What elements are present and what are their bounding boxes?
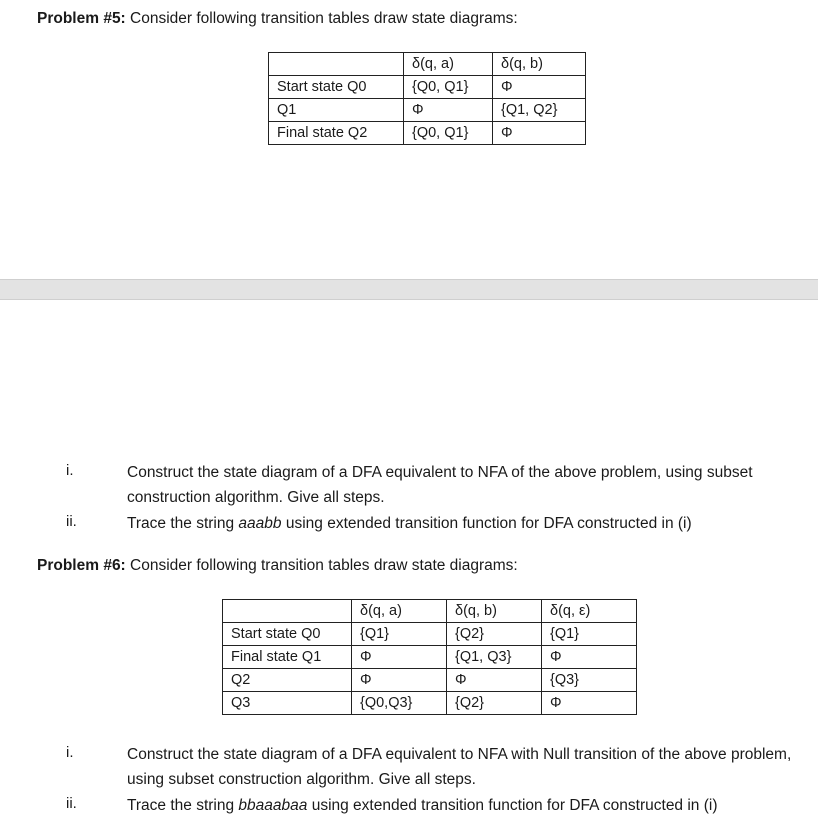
table-cell [223,600,352,623]
table-cell: {Q2} [447,692,542,715]
problem6-item-1-text: Construct the state diagram of a DFA equivalent to NFA with Null transition of the above problem, using subset construction algorithm. Give all steps. [127,746,792,788]
problem5-label: Problem #5: [37,10,126,27]
table-row [269,122,586,145]
table-cell: {Q2} [447,623,542,646]
problem6-item-2-number: ii. [66,795,77,812]
problem5-item-2-text [127,511,813,536]
table-header-row [223,600,637,623]
problem6-item-2-text [127,793,813,818]
table-cell: Start state Q0 [223,623,352,646]
item-text-post: using extended transition function for DFA constructed in (i) [307,797,718,814]
problem5-heading [37,10,518,28]
page-break-band [0,279,818,300]
table-cell: {Q0, Q1} [404,76,493,99]
table-cell: Φ [493,122,586,145]
table-cell: Q2 [223,669,352,692]
table-row [223,692,637,715]
table-header-row [269,53,586,76]
table-cell [269,53,404,76]
table-cell: {Q0,Q3} [352,692,447,715]
problem6-label: Problem #6: [37,557,126,574]
table-header-cell: δ(q, ε) [542,600,637,623]
problem5-item-1-number: i. [66,462,74,479]
table-cell: {Q3} [542,669,637,692]
table-cell: Q3 [223,692,352,715]
table-cell: {Q0, Q1} [404,122,493,145]
table-cell: {Q1, Q3} [447,646,542,669]
problem5-transition-table [268,52,586,145]
table-row [223,646,637,669]
item-text-pre: Trace the string [127,515,239,532]
item-text-post: using extended transition function for DFA constructed in (i) [281,515,692,532]
table-cell: {Q1} [542,623,637,646]
problem5-item-2-number: ii. [66,513,77,530]
table-cell: Final state Q2 [269,122,404,145]
table-row [269,76,586,99]
table-row [269,99,586,122]
table-header-cell: δ(q, b) [447,600,542,623]
problem6-text: Consider following transition tables draw state diagrams: [125,557,518,574]
trace-string: aaabb [238,515,282,532]
table-cell: {Q1, Q2} [493,99,586,122]
trace-string: bbaaabaa [238,797,308,814]
table-cell: Start state Q0 [269,76,404,99]
table-cell: Φ [352,646,447,669]
table-cell: Φ [404,99,493,122]
problem5-item-1-text: Construct the state diagram of a DFA equivalent to NFA of the above problem, using subset construction algorithm. Give all steps. [127,464,753,506]
problem6-transition-table [222,599,637,715]
problem6-item-1-number: i. [66,744,74,761]
table-header-cell: δ(q, a) [404,53,493,76]
table-header-cell: δ(q, b) [493,53,586,76]
table-cell: Φ [542,646,637,669]
table-cell: Φ [542,692,637,715]
problem6-heading [37,557,518,575]
table-cell: Φ [493,76,586,99]
table-header-cell: δ(q, a) [352,600,447,623]
table-cell: {Q1} [352,623,447,646]
table-cell: Φ [352,669,447,692]
table-cell: Final state Q1 [223,646,352,669]
table-cell: Φ [447,669,542,692]
table-row [223,669,637,692]
problem5-text: Consider following transition tables draw state diagrams: [125,10,518,27]
table-cell: Q1 [269,99,404,122]
table-row [223,623,637,646]
item-text-pre: Trace the string [127,797,239,814]
